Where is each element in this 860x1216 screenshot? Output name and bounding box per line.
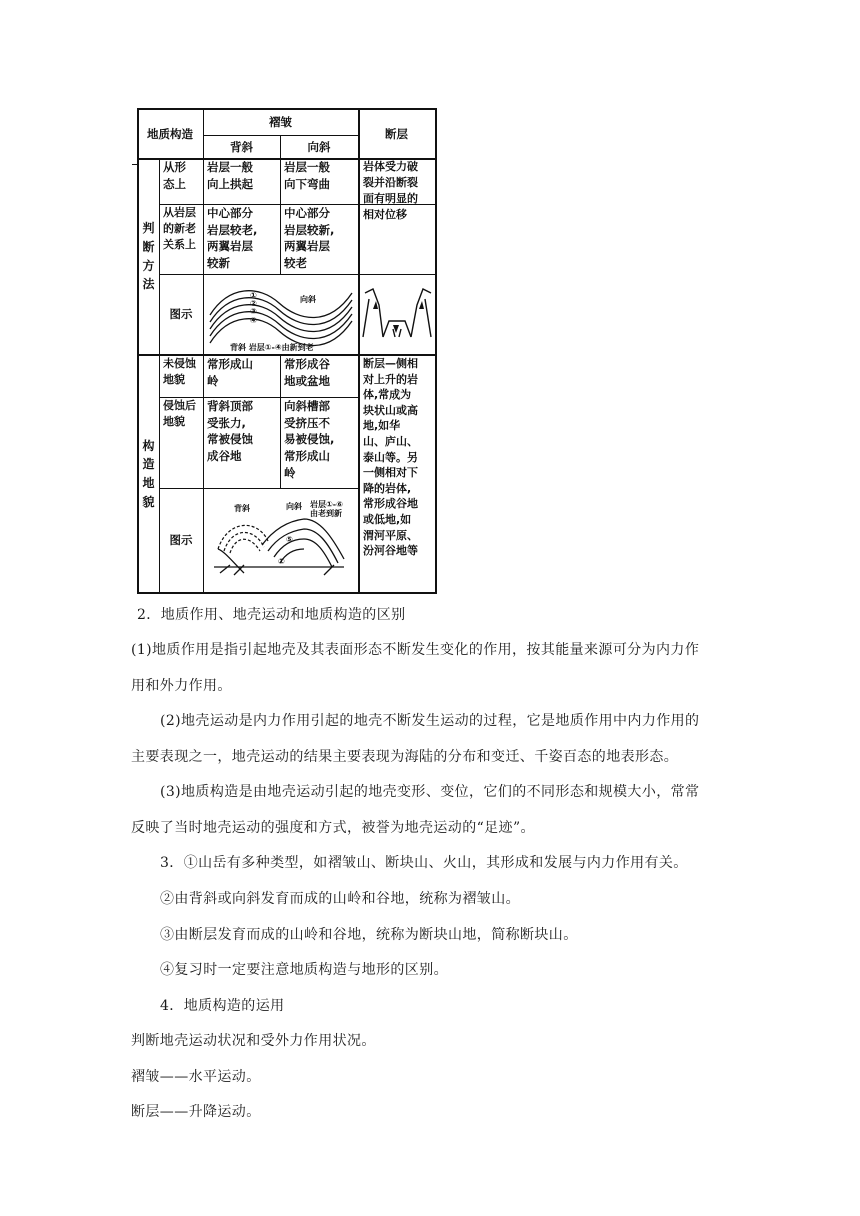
paragraph-2-line-2: 主要表现之一，地壳运动的结果主要表现为海陆的分布和变迁、千姿百态的地表形态。 (131, 749, 679, 765)
application-fault: 断层——升降运动。 (131, 1104, 261, 1120)
label-diagram-landform: 图示 (169, 533, 193, 548)
landform-diagram-syncline-label: 向斜 (286, 502, 302, 511)
label-by-rock-age: 从岩层 的新老 关系上 (163, 206, 196, 251)
header-fold: 褶皱 (269, 115, 292, 130)
anticline-shape: 岩层一般 向上拱起 (207, 160, 253, 191)
fold-diagram-num-4: ④ (250, 316, 257, 325)
application-fold: 褶皱——水平运动。 (131, 1069, 261, 1085)
heading-2: 2．地质作用、地壳运动和地质构造的区别 (137, 607, 406, 623)
landform-diagram-caption-2: 由老到新 (310, 509, 342, 518)
label-by-shape: 从形 态上 (163, 160, 186, 191)
label-uneroded-landform: 未侵蚀 地貌 (163, 357, 196, 386)
group-judge-method: 判 断 方 法 (142, 221, 155, 292)
group-structural-landform: 构 造 地 貌 (142, 438, 155, 509)
fault-judge-text: 岩体受力破 裂并沿断裂 面有明显的 相对位移 (363, 160, 418, 221)
syncline-eroded: 向斜槽部 受挤压不 易被侵蚀, 常形成山 岭 (284, 399, 335, 480)
point-3-line-3: ③由断层发育而成的山岭和谷地，统称为断块山地，简称断块山。 (160, 927, 578, 943)
fold-diagram-syncline-label: 向斜 (300, 295, 316, 304)
header-fault: 断层 (385, 126, 408, 141)
anticline-rock-age: 中心部分 岩层较老, 两翼岩层 较新 (207, 206, 258, 271)
eroded-fold-landform-diagram (204, 489, 358, 592)
fold-layers-diagram (204, 275, 358, 354)
syncline-shape: 岩层一般 向下弯曲 (284, 160, 330, 191)
paragraph-2-line-1: (2)地壳运动是内力作用引起的地壳不断发生运动的过程，它是地质作用中内力作用的 (160, 713, 700, 729)
fold-diagram-num-1: ① (250, 291, 257, 300)
fault-diagram (359, 275, 435, 354)
fold-diagram-caption: 背斜 岩层①-④由新到老 (230, 343, 314, 352)
point-3-line-1: 3．①山岳有多种类型，如褶皱山、断块山、火山，其形成和发展与内力作用有关。 (160, 855, 688, 871)
point-3-line-2: ②由背斜或向斜发育而成的山岭和谷地，统称为褶皱山。 (160, 891, 520, 907)
header-syncline: 向斜 (307, 139, 331, 154)
application-line-1: 判断地壳运动状况和受外力作用状况。 (131, 1033, 376, 1049)
landform-diagram-num-5: ⑤ (286, 535, 293, 544)
paragraph-3-line-1: (3)地质构造是由地壳运动引起的地壳变形、变位，它们的不同形态和规模大小，常常 (160, 784, 700, 800)
point-3-line-4: ④复习时一定要注意地质构造与地形的区别。 (160, 962, 448, 978)
syncline-uneroded: 常形成谷 地或盆地 (284, 357, 330, 388)
syncline-rock-age: 中心部分 岩层较新, 两翼岩层 较老 (284, 206, 335, 271)
anticline-uneroded: 常形成山 岭 (207, 357, 253, 388)
geologic-structure-table (137, 108, 437, 594)
header-geologic-structure: 地质构造 (147, 126, 193, 141)
fold-diagram-num-2: ② (250, 299, 257, 308)
paragraph-1-line-1: (1)地质作用是指引起地壳及其表面形态不断发生变化的作用，按其能量来源可分为内力作 (131, 642, 700, 658)
anticline-eroded: 背斜顶部 受张力, 常被侵蚀 成谷地 (207, 399, 253, 464)
fold-diagram-num-3: ③ (250, 307, 257, 316)
heading-4: 4．地质构造的运用 (160, 998, 285, 1014)
header-anticline: 背斜 (230, 139, 253, 154)
landform-diagram-num-1: ① (278, 557, 285, 566)
landform-diagram-anticline-label: 背斜 (234, 504, 250, 513)
label-eroded-landform: 侵蚀后 地貌 (163, 399, 196, 428)
paragraph-1-line-2: 用和外力作用。 (131, 678, 232, 694)
fault-landform-text: 断层—侧相 对上升的岩 体,常成为 块状山或高 地,如华 山、庐山、 泰山等。另 一侧相对下 降的岩体, 常形成谷地 或低地,如 渭河平原、 汾河谷地等 (363, 357, 418, 558)
landform-diagram-caption-1: 岩层①-⑥ (310, 500, 343, 509)
paragraph-3-line-2: 反映了当时地壳运动的强度和方式，被誉为地壳运动的“足迹”。 (131, 820, 535, 836)
label-diagram-judge: 图示 (169, 307, 193, 322)
